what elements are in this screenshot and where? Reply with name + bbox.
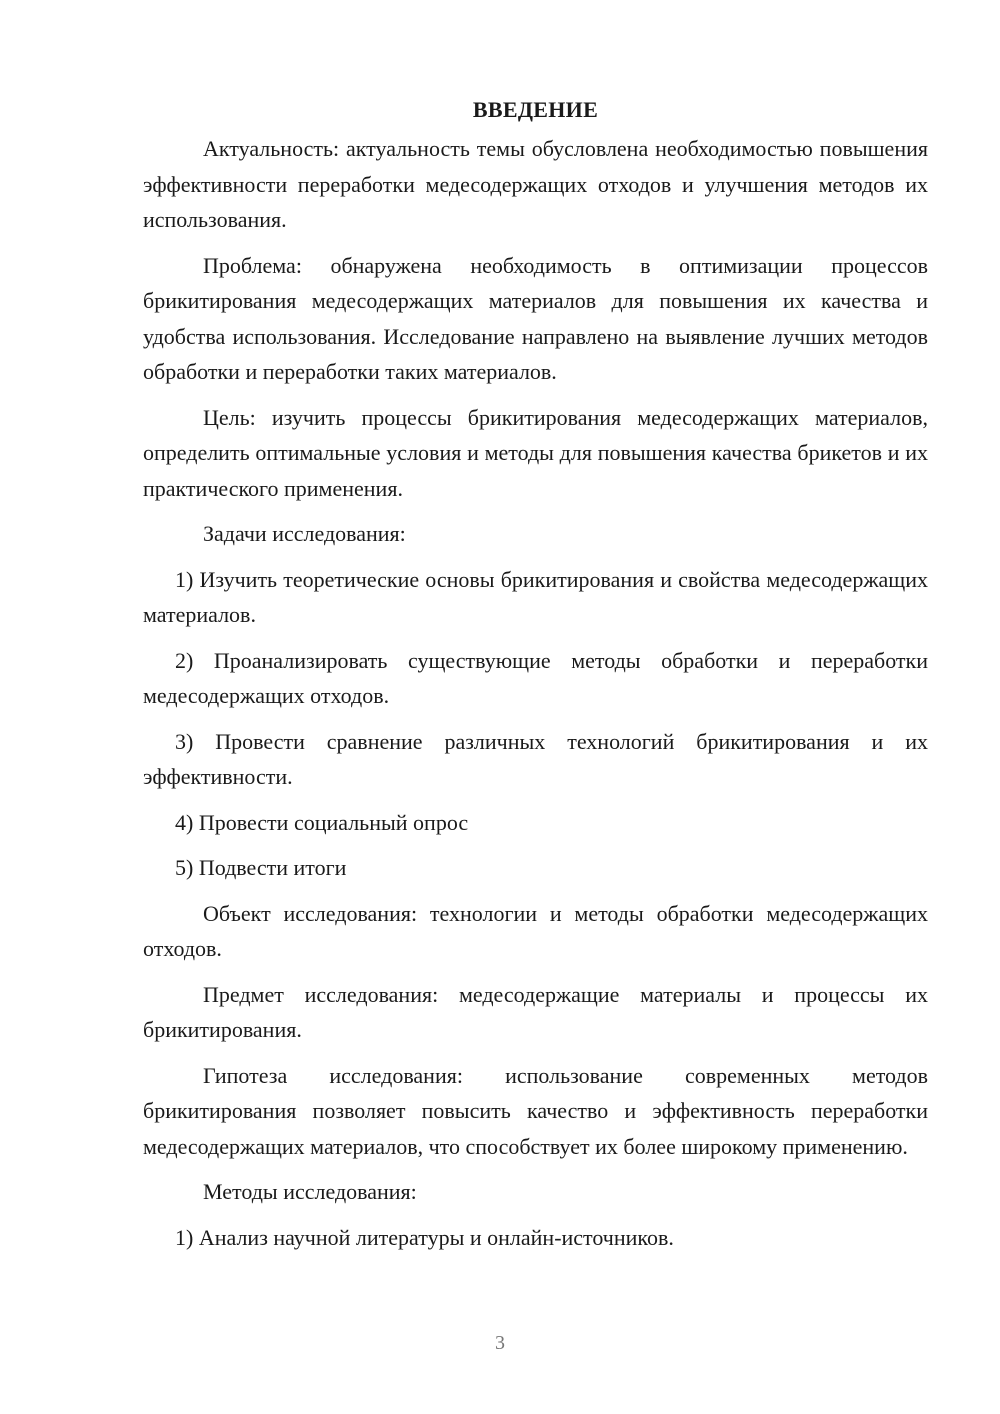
problem-paragraph: Проблема: обнаружена необходимость в оптимизации процессов брикитирования медесодержащих материалов для повышения их качества и удобства использования. Исследование направлено на выявление лучших методов обработки и переработки таких материалов. <box>143 252 928 384</box>
section-heading: ВВЕДЕНИЕ <box>472 97 599 122</box>
task-item: 4) Провести социальный опрос <box>175 809 469 835</box>
subject-paragraph: Предмет исследования: медесодержащие материалы и процессы их брикитирования. <box>143 981 928 1042</box>
document-page <box>143 92 928 1265</box>
page-number: 3 <box>495 1332 505 1354</box>
hypothesis-paragraph: Гипотеза исследования: использование современных методов брикитирования позволяет повысить качество и эффективность переработки медесодержащих материалов, что способствует их более широкому применению. <box>143 1062 928 1159</box>
relevance-paragraph: Актуальность: актуальность темы обусловлена необходимостью повышения эффективности переработки медесодержащих отходов и улучшения методов их использования. <box>143 136 928 232</box>
task-item: 2) Проанализировать существующие методы обработки и переработки медесодержащих отходов. <box>143 647 928 708</box>
object-paragraph: Объект исследования: технологии и методы обработки медесодержащих отходов. <box>143 900 928 961</box>
tasks-title: Задачи исследования: <box>203 521 406 546</box>
goal-paragraph: Цель: изучить процессы брикитирования медесодержащих материалов, определить оптимальные условия и методы для повышения качества брикетов и их практического применения. <box>143 404 928 501</box>
methods-title: Методы исследования: <box>203 1179 417 1204</box>
method-item: 1) Анализ научной литературы и онлайн-источников. <box>175 1224 674 1250</box>
task-item: 5) Подвести итоги <box>175 855 347 880</box>
task-item: 3) Провести сравнение различных технологий брикитирования и их эффективности. <box>143 728 928 789</box>
task-item: 1) Изучить теоретические основы брикитирования и свойства медесодержащих материалов. <box>143 566 928 627</box>
